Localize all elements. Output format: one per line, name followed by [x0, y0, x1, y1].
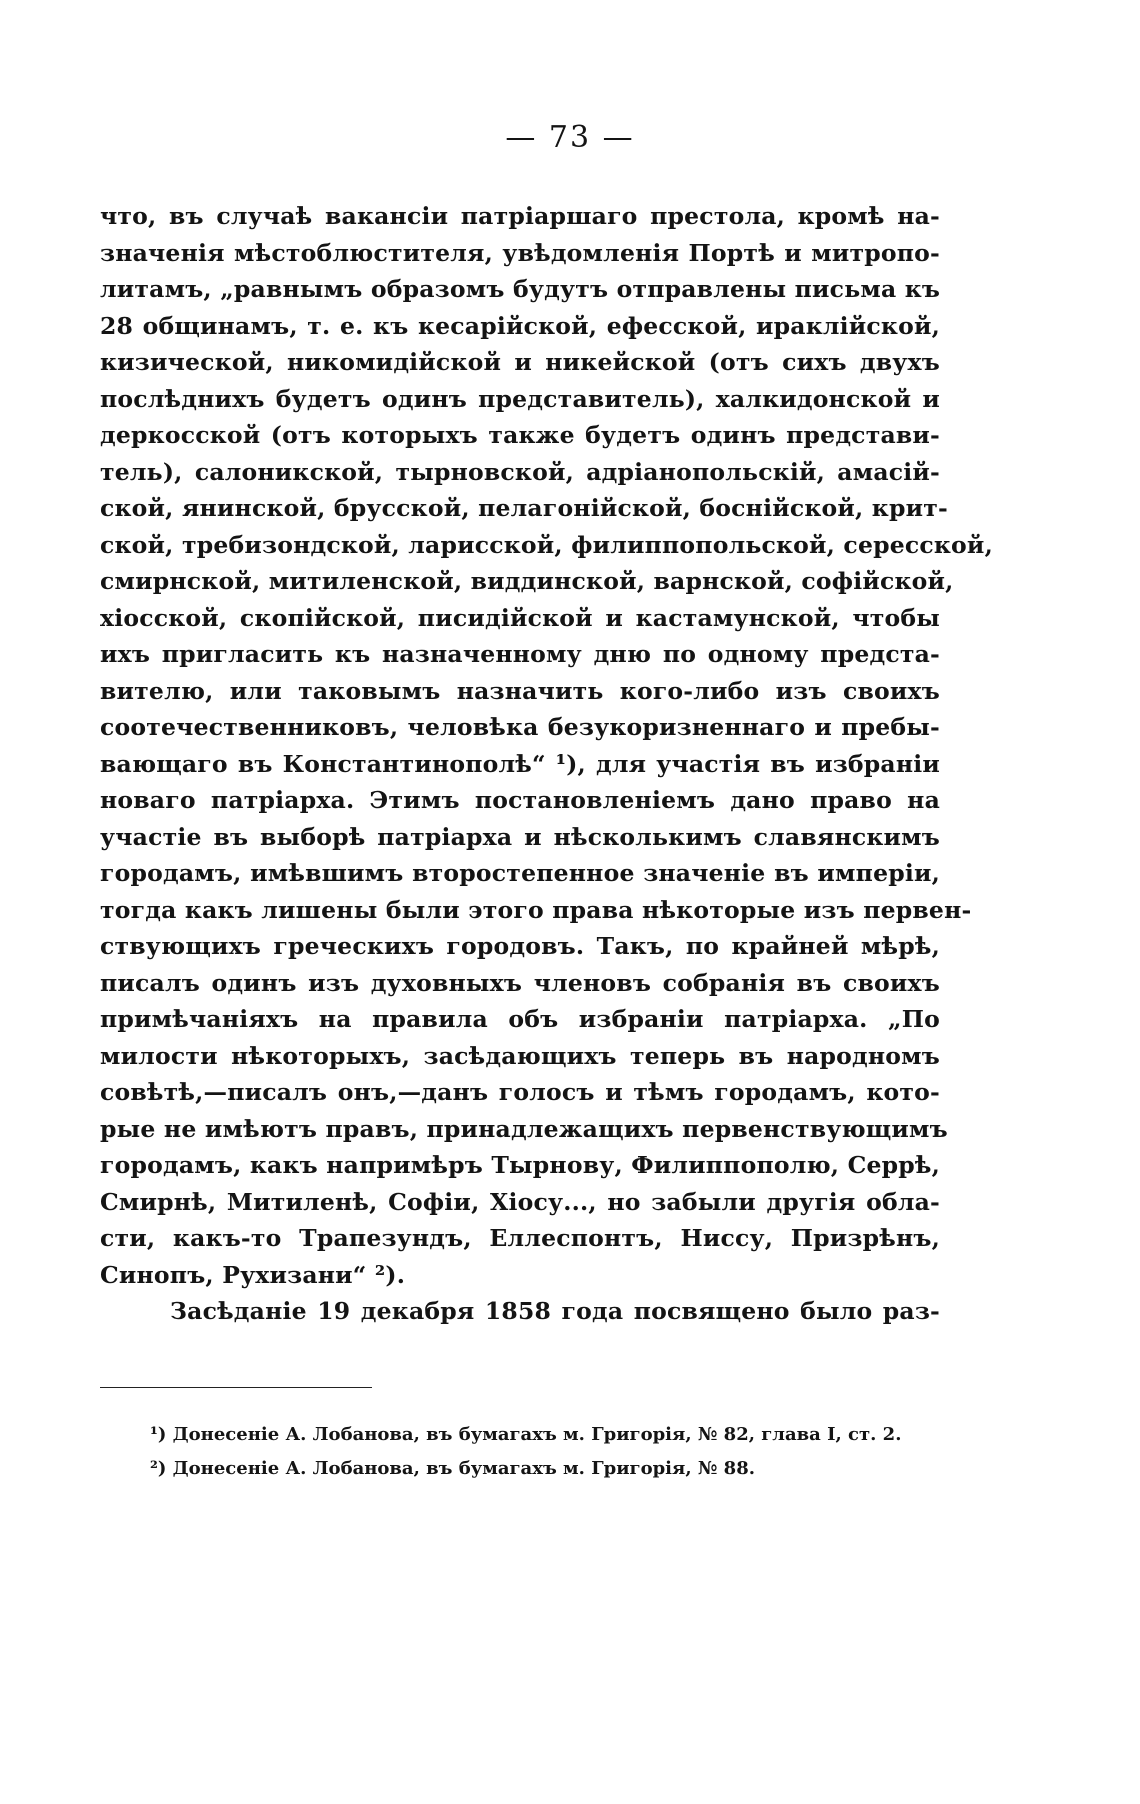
page-number: — 73 — — [505, 120, 635, 155]
text-line: 28 общинамъ, т. е. къ кесарійской, ефесской, ираклійской, — [100, 311, 940, 340]
text-line: Смирнѣ, Митиленѣ, Софіи, Хіосу..., но забыли другія обла- — [100, 1187, 940, 1216]
footnotes — [150, 1418, 950, 1486]
text-line: хіосской, скопійской, писидійской и кастамунской, чтобы — [100, 603, 940, 632]
text-line: тогда какъ лишены были этого права нѣкоторые изъ первен- — [100, 895, 972, 924]
text-line: писалъ одинъ изъ духовныхъ членовъ собранія въ своихъ — [100, 968, 940, 997]
text-line: примѣчаніяхъ на правила объ избраніи патріарха. „По — [100, 1005, 940, 1033]
text-line: Синопъ, Рухизани“ ²). — [100, 1260, 406, 1289]
text-line: участіе въ выборѣ патріарха и нѣсколькимъ славянскимъ — [100, 822, 940, 851]
text-line: кизической, никомидійской и никейской (отъ сихъ двухъ — [100, 348, 940, 376]
text-line: литамъ, „равнымъ образомъ будутъ отправлены письма къ — [100, 275, 941, 303]
text-line: деркосской (отъ которыхъ также будетъ одинъ представи- — [100, 421, 940, 449]
text-line: совѣтѣ,—писалъ онъ,—данъ голосъ и тѣмъ городамъ, кото- — [100, 1078, 940, 1106]
text-line: ствующихъ греческихъ городовъ. Такъ, по крайней мѣрѣ, — [100, 932, 940, 960]
text-line: соотечественниковъ, человѣка безукоризненнаго и пребы- — [100, 713, 940, 741]
text-line: ской, требизондской, ларисской, филиппопольской, сересской, — [100, 530, 993, 559]
text-line: городамъ, имѣвшимъ второстепенное значеніе въ имперіи, — [100, 859, 940, 887]
text-line: ихъ пригласить къ назначенному дню по одному предста- — [100, 640, 940, 668]
text-line: смирнской, митиленской, виддинской, варнской, софійской, — [100, 567, 954, 595]
paragraph-start-line: Засѣданіе 19 декабря 1858 года посвящено было раз- — [170, 1297, 940, 1325]
text-line: вающаго въ Константинополѣ“ ¹), для участія въ избраніи — [100, 749, 940, 778]
footnote-1: ¹) Донесеніе А. Лобанова, въ бумагахъ м. Григорія, № 82, глава I, ст. 2. — [150, 1424, 902, 1445]
text-line: что, въ случаѣ вакансіи патріаршаго престола, кромѣ на- — [100, 202, 940, 230]
text-line: значенія мѣстоблюстителя, увѣдомленія Портѣ и митропо- — [100, 238, 940, 267]
text-line: сти, какъ-то Трапезундъ, Еллеспонтъ, Ниссу, Призрѣнъ, — [100, 1224, 940, 1252]
main-text — [100, 198, 993, 1330]
footnote-2: ²) Донесеніе А. Лобанова, въ бумагахъ м. Григорія, № 88. — [150, 1458, 755, 1479]
text-line: послѣднихъ будетъ одинъ представитель), халкидонской и — [100, 384, 940, 413]
footnote-separator — [100, 1387, 372, 1388]
text-line: новаго патріарха. Этимъ постановленіемъ дано право на — [100, 786, 940, 814]
text-line: городамъ, какъ напримѣръ Тырнову, Филиппополю, Серрѣ, — [100, 1151, 940, 1179]
text-line: рые не имѣютъ правъ, принадлежащихъ первенствующимъ — [100, 1114, 948, 1143]
text-line: тель), салоникской, тырновской, адріанопольскій, амасій- — [100, 457, 940, 486]
text-line: вителю, или таковымъ назначить кого-либо изъ своихъ — [100, 676, 940, 705]
text-line: милости нѣкоторыхъ, засѣдающихъ теперь въ народномъ — [100, 1041, 940, 1070]
text-line: ской, янинской, брусской, пелагонійской, боснійской, крит- — [100, 494, 948, 522]
